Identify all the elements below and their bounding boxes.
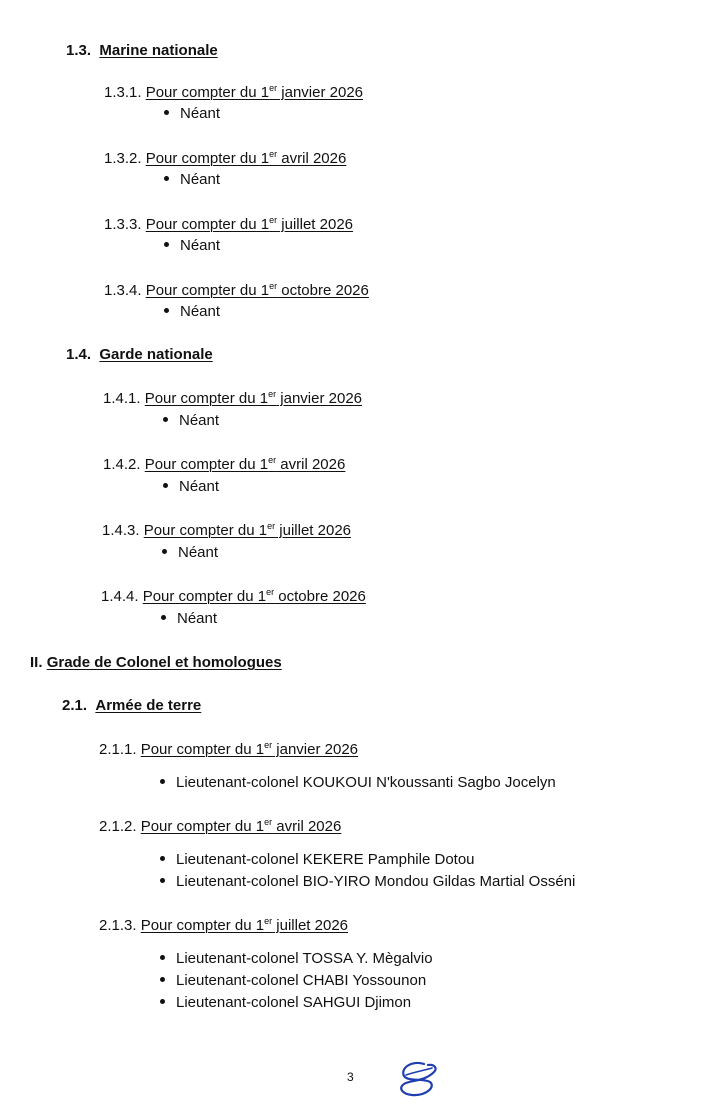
bullet-icon (164, 176, 169, 181)
section-title: Marine nationale (99, 42, 218, 59)
subsection-heading-1-4-1 (103, 390, 362, 408)
subsection-title: Pour compter du 1er juillet 2026 (143, 521, 352, 539)
subsection-heading-2-1-3 (99, 917, 348, 935)
subsection-heading-1-3-3 (104, 216, 353, 234)
subsection-number: 2.1.3. (99, 917, 137, 934)
list-item: Néant (162, 544, 218, 562)
section-number: 2.1. (62, 697, 88, 714)
section-number: 1.4. (66, 346, 92, 363)
signature-mark (394, 1058, 442, 1100)
bullet-icon (160, 977, 165, 982)
list-item: Néant (164, 171, 220, 189)
list-item: Lieutenant-colonel BIO-YIRO Mondou Gildas Martial Osséni (160, 873, 575, 891)
subsection-heading-1-3-2 (104, 150, 346, 168)
page-number: 3 (347, 1070, 354, 1084)
section-title: Garde nationale (99, 346, 213, 363)
subsection-heading-2-1-1 (99, 741, 358, 759)
bullet-icon (163, 483, 168, 488)
bullet-icon (162, 549, 167, 554)
subsection-title: Pour compter du 1er juillet 2026 (145, 215, 354, 233)
subsection-heading-1-4-2 (103, 456, 345, 474)
subsection-heading-1-3-4 (104, 282, 369, 300)
list-item: Lieutenant-colonel KOUKOUI N'koussanti Sagbo Jocelyn (160, 774, 556, 792)
list-item: Lieutenant-colonel KEKERE Pamphile Dotou (160, 851, 475, 869)
subsection-number: 1.4.3. (102, 522, 140, 539)
bullet-icon (164, 110, 169, 115)
subsection-title: Pour compter du 1er avril 2026 (144, 455, 346, 473)
subsection-number: 1.4.1. (103, 390, 141, 407)
subsection-number: 1.3.4. (104, 282, 142, 299)
subsection-title: Pour compter du 1er avril 2026 (140, 817, 342, 835)
subsection-title: Pour compter du 1er janvier 2026 (140, 740, 359, 758)
section-title: Armée de terre (95, 697, 202, 714)
chapter-number: II. (30, 654, 43, 671)
list-item: Lieutenant-colonel TOSSA Y. Mègalvio (160, 950, 433, 968)
chapter-title: Grade de Colonel et homologues (46, 654, 282, 671)
bullet-icon (160, 999, 165, 1004)
list-item: Néant (164, 105, 220, 123)
bullet-icon (160, 856, 165, 861)
subsection-title: Pour compter du 1er janvier 2026 (145, 83, 364, 101)
subsection-title: Pour compter du 1er janvier 2026 (144, 389, 363, 407)
subsection-number: 1.3.2. (104, 150, 142, 167)
subsection-heading-2-1-2 (99, 818, 341, 836)
bullet-icon (161, 615, 166, 620)
bullet-icon (160, 955, 165, 960)
subsection-title: Pour compter du 1er octobre 2026 (145, 281, 369, 299)
chapter-heading-II (30, 654, 282, 672)
bullet-icon (160, 878, 165, 883)
subsection-title: Pour compter du 1er octobre 2026 (142, 587, 366, 605)
bullet-icon (164, 308, 169, 313)
section-number: 1.3. (66, 42, 92, 59)
subsection-title: Pour compter du 1er juillet 2026 (140, 916, 349, 934)
bullet-icon (163, 417, 168, 422)
subsection-title: Pour compter du 1er avril 2026 (145, 149, 347, 167)
list-item: Néant (163, 478, 219, 496)
subsection-number: 1.4.4. (101, 588, 139, 605)
list-item: Lieutenant-colonel CHABI Yossounon (160, 972, 426, 990)
bullet-icon (160, 779, 165, 784)
section-heading-1-3 (66, 42, 218, 60)
subsection-heading-1-3-1 (104, 84, 363, 102)
subsection-number: 2.1.2. (99, 818, 137, 835)
subsection-number: 2.1.1. (99, 741, 137, 758)
subsection-number: 1.4.2. (103, 456, 141, 473)
subsection-number: 1.3.3. (104, 216, 142, 233)
section-heading-2-1 (62, 697, 201, 715)
bullet-icon (164, 242, 169, 247)
list-item: Néant (164, 237, 220, 255)
section-heading-1-4 (66, 346, 213, 364)
list-item: Néant (163, 412, 219, 430)
list-item: Néant (161, 610, 217, 628)
list-item: Lieutenant-colonel SAHGUI Djimon (160, 994, 411, 1012)
subsection-heading-1-4-4 (101, 588, 366, 606)
list-item: Néant (164, 303, 220, 321)
subsection-number: 1.3.1. (104, 84, 142, 101)
subsection-heading-1-4-3 (102, 522, 351, 540)
